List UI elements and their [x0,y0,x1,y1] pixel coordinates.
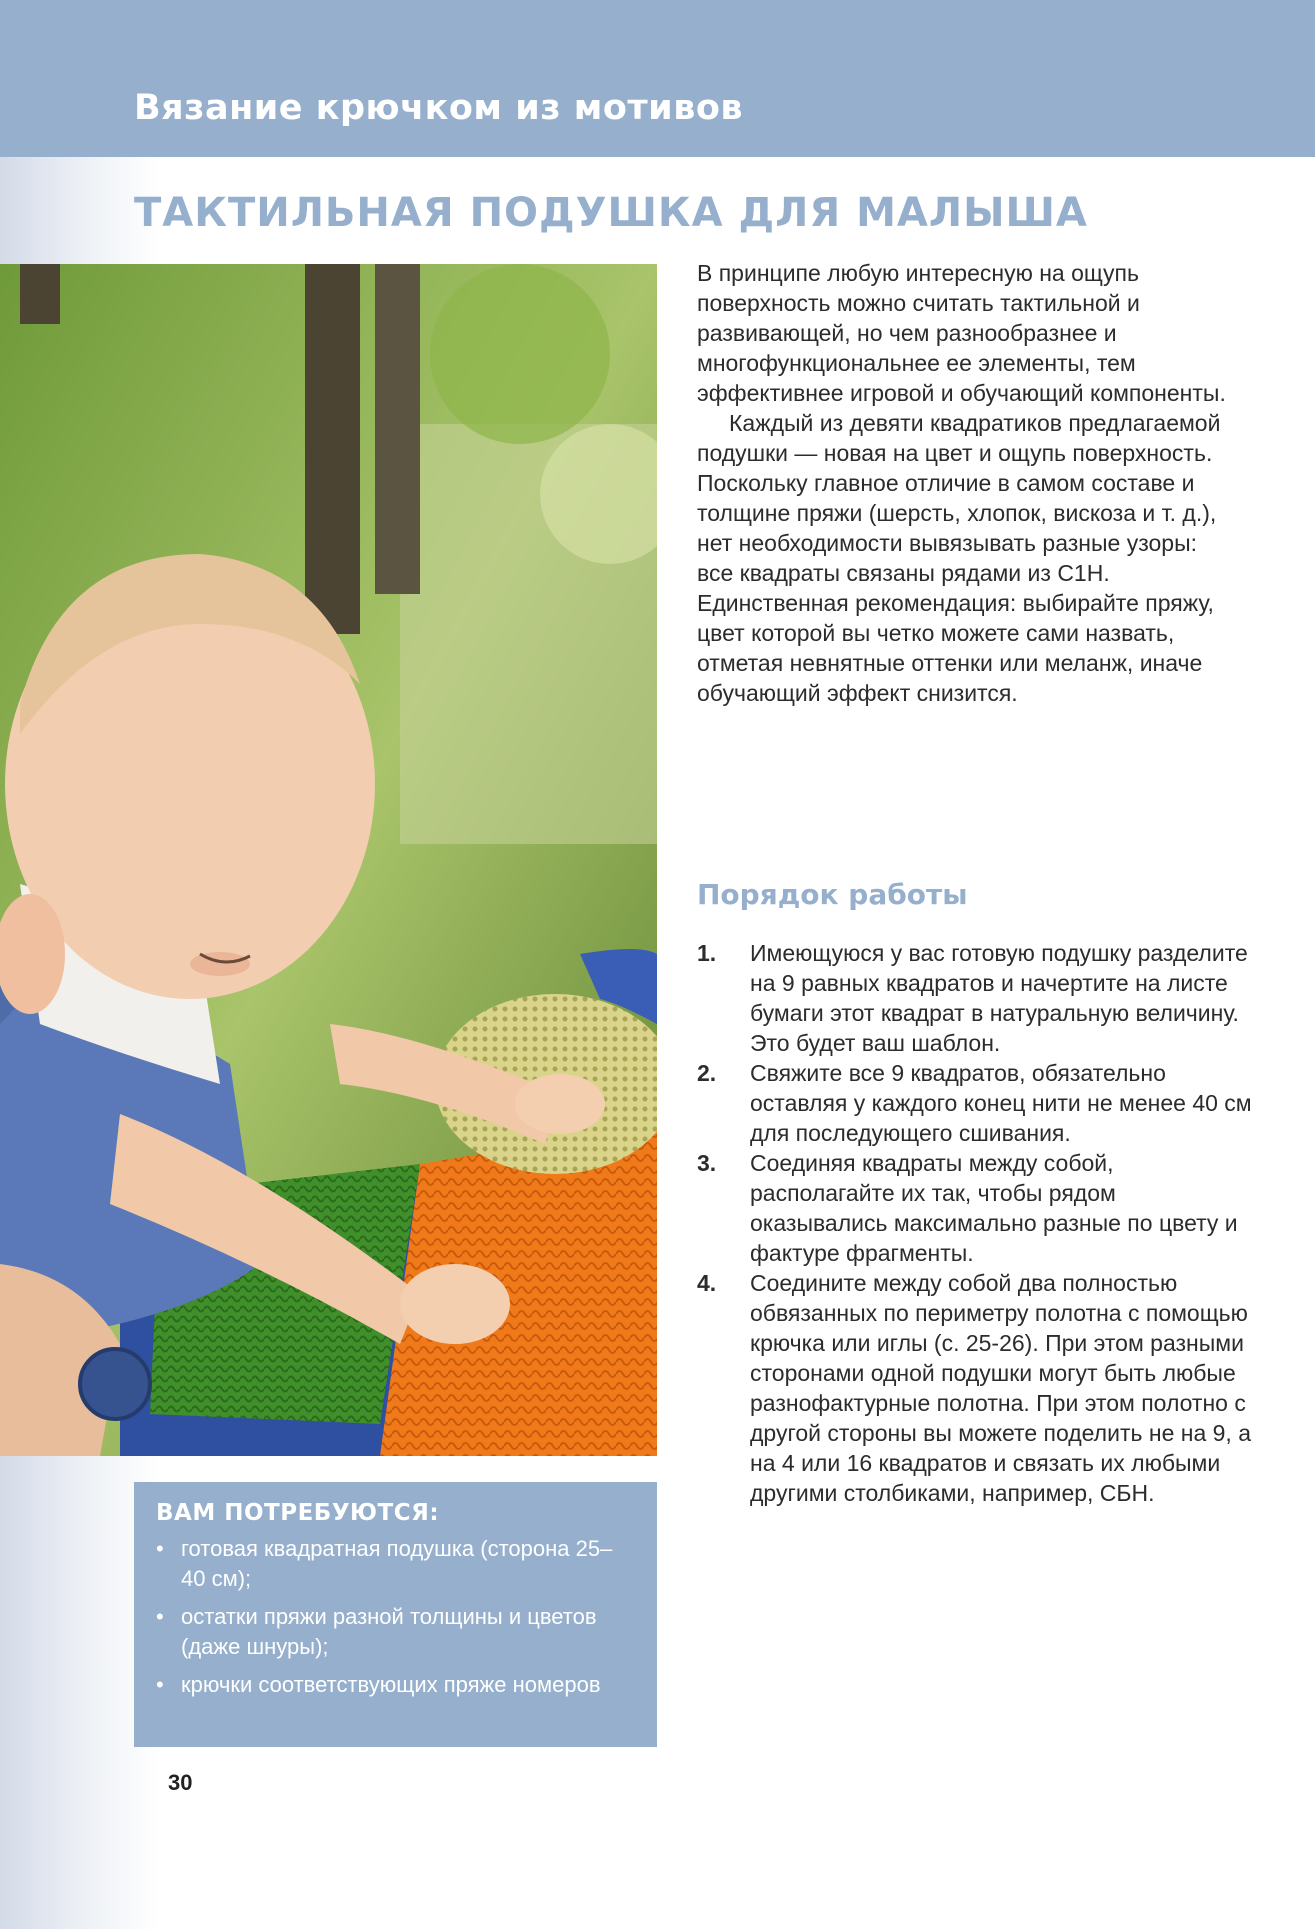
materials-item [156,1602,635,1662]
baby-pillow-photo [0,264,657,1456]
step-number: 1. [697,940,717,966]
section-title: Вязание крючком из мотивов [134,88,744,128]
bullet-icon: • [156,1536,164,1561]
materials-list [156,1534,635,1700]
intro-paragraph-2: Каждый из девяти квадратиков предлагаемой подушки — новая на цвет и ощупь поверхность. Поскольку главное отличие в самом составе и толщине пряжи (шерсть, хлопок, вискоза и т. д.), нет необходимости вывязывать разные узоры: все квадраты связаны рядами из С1Н. Единственная рекомендация: выбирайте пряжу, цвет которой вы четко можете сами назвать, отметая невнятные оттенки или меланж, иначе обучающий эффект снизится. [697,410,1221,706]
bullet-icon: • [156,1604,164,1629]
materials-item-text: готовая квадратная подушка (сторона 25–40 см); [181,1536,613,1591]
step-number: 3. [697,1150,717,1176]
step-number: 4. [697,1270,717,1296]
page-number: 30 [168,1770,193,1795]
page-title: ТАКТИЛЬНАЯ ПОДУШКА ДЛЯ МАЛЫША [134,190,1088,236]
step-text: Соедините между собой два полностью обвязанных по периметру полотна с помощью крючка или иглы (с. 25-26). При этом разными сторонами одной подушки могут быть любые разнофактурные полотна. При этом полотно с другой стороны вы можете поделить не на 9, а на 4 или 16 квадратов и связать их любыми другими столбиками, например, СБН. [750,1270,1251,1506]
materials-title: ВАМ ПОТРЕБУЮТСЯ: [156,1500,440,1526]
work-order-heading: Порядок работы [697,878,968,911]
materials-box [134,1482,657,1747]
work-step [697,1058,1257,1148]
step-text: Соединяя квадраты между собой, располагайте их так, чтобы рядом оказывались максимально разные по цвету и фактуре фрагменты. [750,1150,1238,1266]
intro-paragraph-1: В принципе любую интересную на ощупь поверхность можно считать тактильной и развивающей, но чем разнообразнее и многофункциональнее ее элементы, тем эффективнее игровой и обучающий компоненты. [697,260,1226,406]
materials-item [156,1534,635,1594]
materials-item-text: остатки пряжи разной толщины и цветов (даже шнуры); [181,1604,597,1659]
work-step [697,1268,1257,1508]
step-text: Имеющуюся у вас готовую подушку разделите на 9 равных квадратов и начертите на листе бумаги этот квадрат в натуральную величину. Это будет ваш шаблон. [750,940,1248,1056]
work-steps-list [697,938,1257,1508]
work-step [697,1148,1257,1268]
step-number: 2. [697,1060,717,1086]
intro-text [697,258,1227,708]
step-text: Свяжите все 9 квадратов, обязательно оставляя у каждого конец нити не менее 40 см для последующего сшивания. [750,1060,1252,1146]
materials-item-text: крючки соответствующих пряже номеров [181,1672,601,1697]
bullet-icon: • [156,1672,164,1697]
work-step [697,938,1257,1058]
header-band [0,0,1315,157]
materials-item [156,1670,635,1700]
